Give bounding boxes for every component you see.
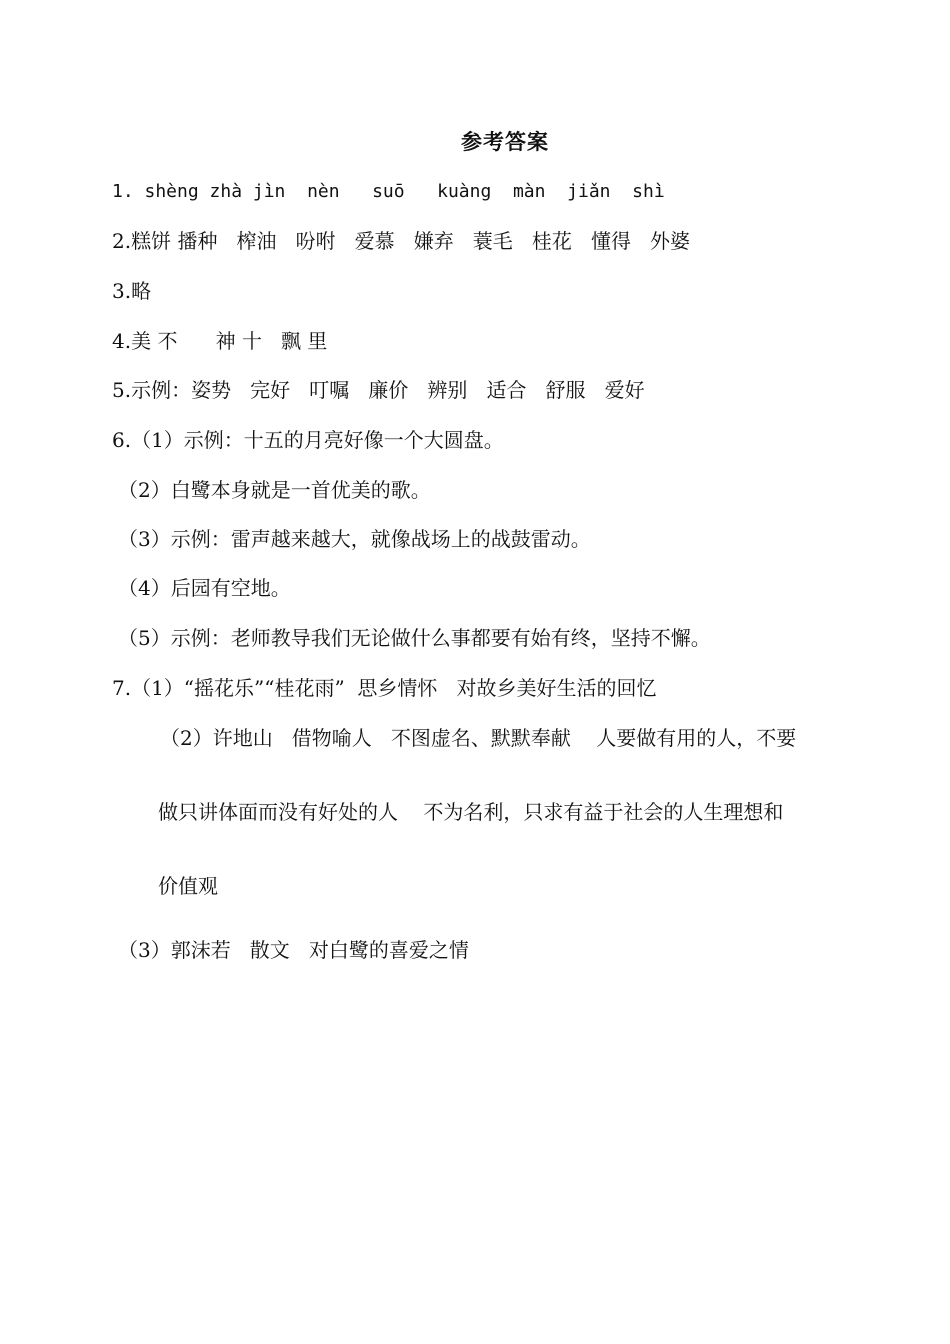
answer-line-6-5: （5）示例：老师教导我们无论做什么事都要有始有终，坚持不懈。 [118, 626, 711, 650]
answer-line-7-2: （2）许地山 借物喻人 不图虚名、默默奉献 人要做有用的人，不要 [160, 726, 797, 750]
answer-line-7-2-continued: 做只讲体面而没有好处的人 不为名利，只求有益于社会的人生理想和 [158, 800, 784, 824]
answer-line-5: 5.示例：姿势 完好 叮嘱 廉价 辨别 适合 舒服 爱好 [112, 378, 645, 402]
answer-line-1-pinyin: 1. shèng zhà jìn nèn suō kuàng màn jiǎn shì [112, 181, 665, 202]
answer-line-3: 3.略 [112, 279, 152, 303]
answer-line-7-3: （3）郭沫若 散文 对白鹭的喜爱之情 [118, 938, 469, 962]
answer-line-6-1: 6.（1）示例：十五的月亮好像一个大圆盘。 [112, 428, 504, 452]
answer-line-4: 4.美 不 神 十 飘 里 [112, 329, 328, 353]
answer-line-7-2-end: 价值观 [158, 874, 218, 898]
answer-line-2-words: 2.糕饼 播种 榨油 吩咐 爱慕 嫌弃 蓑毛 桂花 懂得 外婆 [112, 229, 691, 253]
answer-line-6-2: （2）白鹭本身就是一首优美的歌。 [118, 478, 431, 502]
answer-line-6-4: （4）后园有空地。 [118, 576, 291, 600]
answer-line-6-3: （3）示例：雷声越来越大，就像战场上的战鼓雷动。 [118, 527, 591, 551]
answer-line-7-1: 7.（1）“摇花乐”“桂花雨” 思乡情怀 对故乡美好生活的回忆 [112, 676, 657, 700]
document-title: 参考答案 [461, 129, 549, 154]
